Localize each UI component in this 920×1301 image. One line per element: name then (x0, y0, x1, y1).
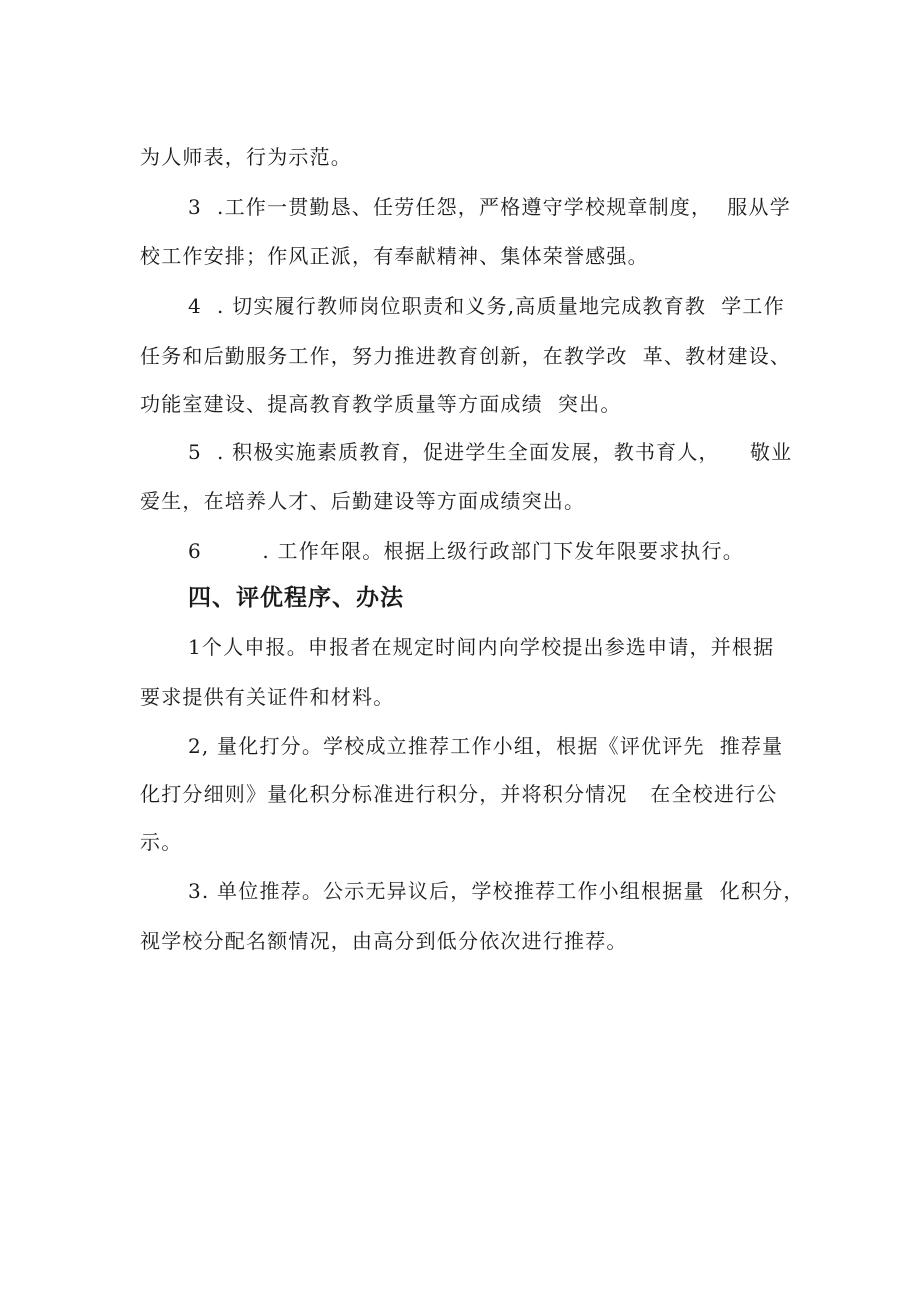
procedure-1-line-2: 要求提供有关证件和材料。 (140, 685, 395, 709)
procedure-2-line-2: 化打分细则》量化积分标准进行积分，并将积分情况 在全校进行公 (140, 782, 778, 806)
procedure-2-line-1: 2, 量化打分。学校成立推荐工作小组，根据《评优评先 推荐量 (188, 734, 784, 758)
criteria-item-5-line-2: 爱生，在培养人才、后勤建设等方面成绩突出。 (140, 489, 586, 513)
criteria-item-5-line-1: 5 . 积极实施素质教育，促进学生全面发展，教书育人， 敬业 (188, 440, 793, 464)
procedure-2-line-3: 示。 (140, 830, 183, 854)
criteria-item-4-line-1: 4 . 切实履行教师岗位职责和义务,高质量地完成教育教 学工作 (188, 294, 785, 318)
paragraph-line: 为人师表，行为示范。 (140, 145, 352, 169)
criteria-item-6-line: 6 . 工作年限。根据上级行政部门下发年限要求执行。 (188, 539, 744, 563)
criteria-item-4-line-2: 任务和后勤服务工作，努力推进教育创新，在教学改 革、教材建设、 (140, 344, 792, 368)
criteria-item-4-line-3: 功能室建设、提高教育教学质量等方面成绩 突出。 (140, 392, 622, 416)
section-heading: 四、评优程序、办法 (188, 585, 404, 611)
criteria-item-3-line-1: 3 .工作一贯勤恳、任劳任怨，严格遵守学校规章制度， 服从学 (188, 195, 791, 219)
procedure-1-line-1: 1个人申报。申报者在规定时间内向学校提出参选申请，并根据 (188, 635, 775, 659)
procedure-3-line-2: 视学校分配名额情况，由高分到低分依次进行推荐。 (140, 929, 628, 953)
criteria-item-3-line-2: 校工作安排；作风正派，有奉献精神、集体荣誉感强。 (140, 244, 649, 268)
procedure-3-line-1: 3. 单位推荐。公示无异议后，学校推荐工作小组根据量 化积分， (188, 879, 805, 903)
